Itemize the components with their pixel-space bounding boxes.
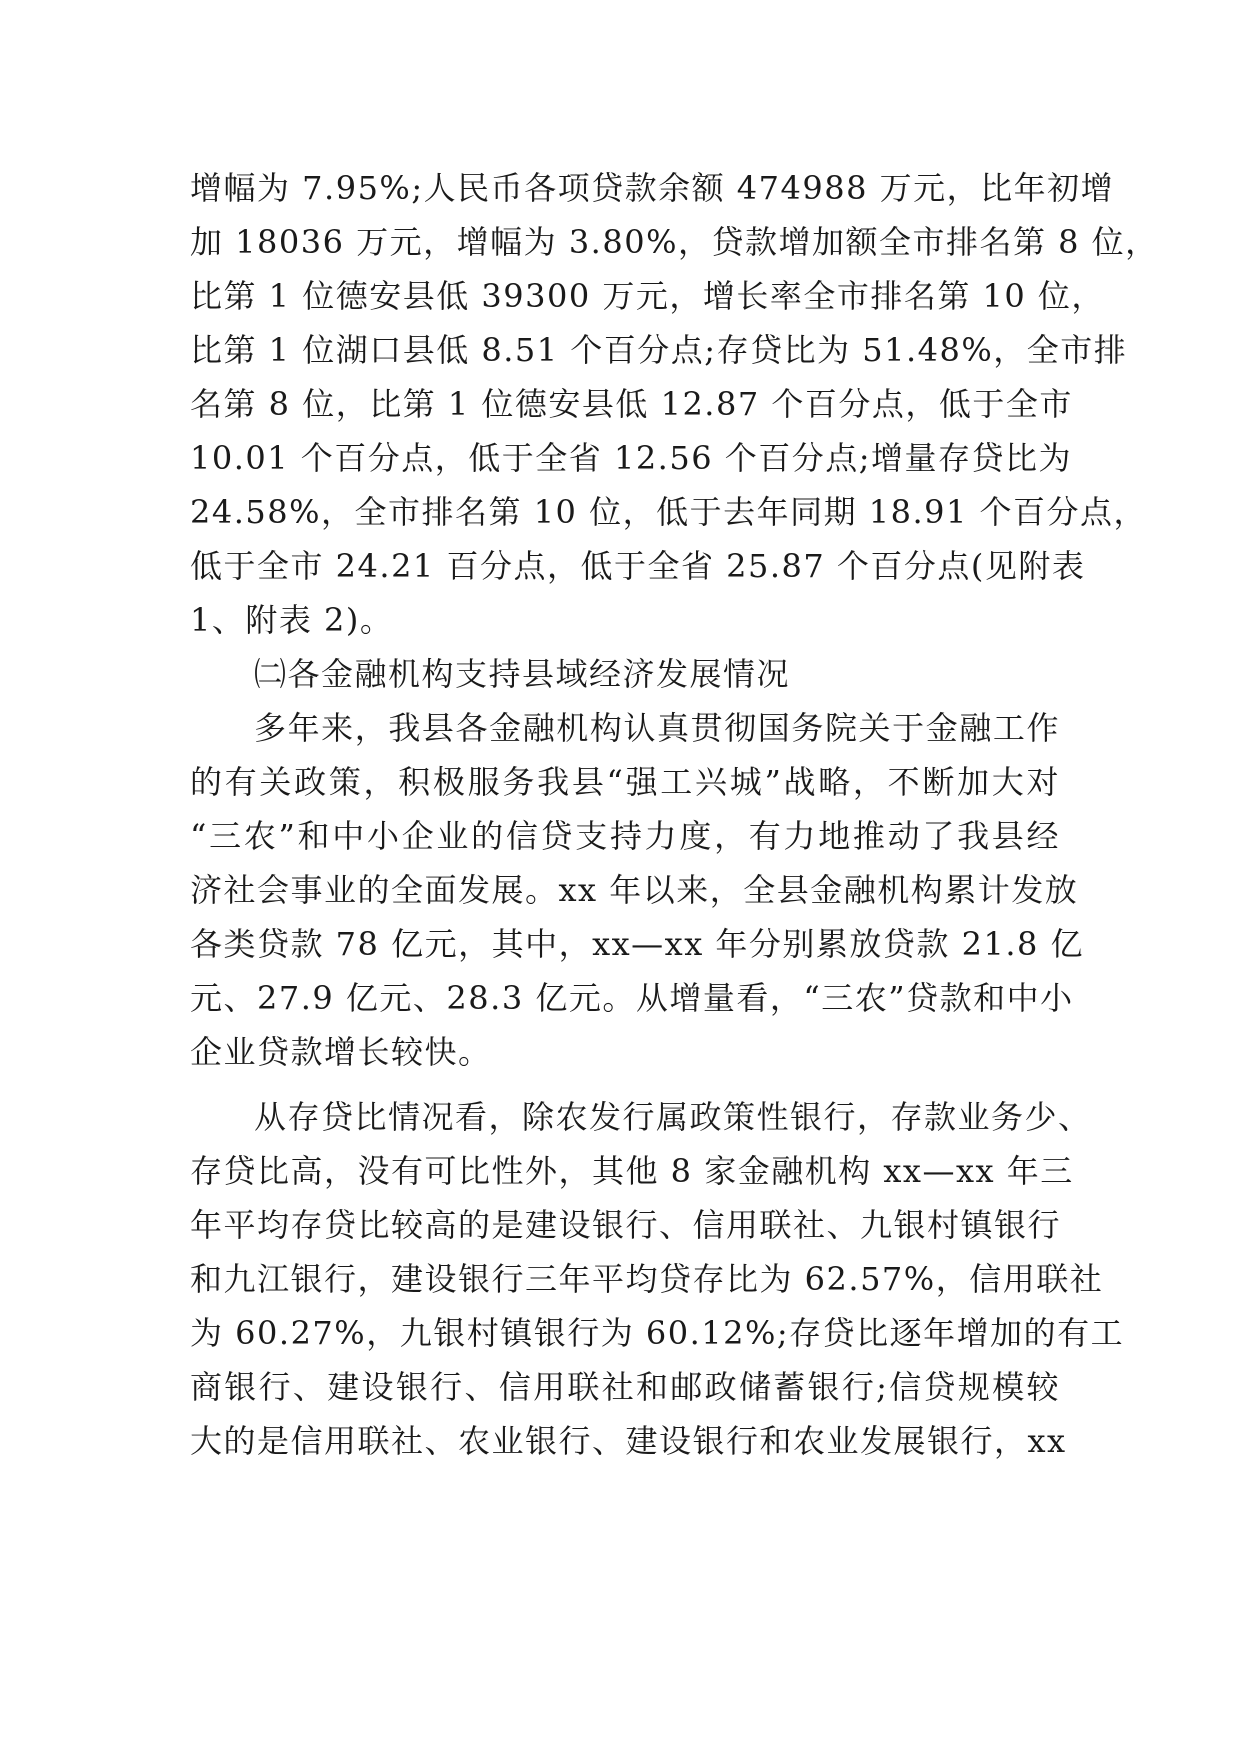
text-line: 为 60.27%，九银村镇银行为 60.12%;存贷比逐年增加的有工 <box>190 1314 1125 1352</box>
text-line: 10.01 个百分点，低于全省 12.56 个百分点;增量存贷比为 <box>190 439 1073 477</box>
text-line: 年平均存贷比较高的是建设银行、信用联社、九银村镇银行 <box>190 1206 1062 1244</box>
text-line: 的有关政策，积极服务我县“强工兴城”战略，不断加大对 <box>190 763 1060 801</box>
text-line: 24.58%，全市排名第 10 位，低于去年同期 18.91 个百分点， <box>190 493 1148 531</box>
text-line: 多年来，我县各金融机构认真贯彻国务院关于金融工作 <box>254 709 1060 747</box>
text-line: 加 18036 万元，增幅为 3.80%，贷款增加额全市排名第 8 位， <box>190 223 1159 261</box>
text-line: 济社会事业的全面发展。xx 年以来，全县金融机构累计发放 <box>190 871 1079 909</box>
text-line: 1、附表 2)。 <box>190 601 394 639</box>
text-line: 和九江银行，建设银行三年平均贷存比为 62.57%，信用联社 <box>190 1260 1104 1298</box>
text-line: 各类贷款 78 亿元，其中，xx—xx 年分别累放贷款 21.8 亿 <box>190 925 1085 963</box>
text-line: 大的是信用联社、农业银行、建设银行和农业发展银行，xx <box>190 1422 1067 1460</box>
text-line: 存贷比高，没有可比性外，其他 8 家金融机构 xx—xx 年三 <box>190 1152 1074 1190</box>
text-line: 企业贷款增长较快。 <box>190 1033 492 1071</box>
text-line: 商银行、建设银行、信用联社和邮政储蓄银行;信贷规模较 <box>190 1368 1060 1406</box>
text-line: 低于全市 24.21 百分点，低于全省 25.87 个百分点(见附表 <box>190 547 1086 585</box>
text-line: “三农”和中小企业的信贷支持力度，有力地推动了我县经 <box>190 817 1060 855</box>
text-line: 名第 8 位，比第 1 位德安县低 12.87 个百分点，低于全市 <box>190 385 1073 423</box>
text-line: 元、27.9 亿元、28.3 亿元。从增量看，“三农”贷款和中小 <box>190 979 1074 1017</box>
text-line: 从存贷比情况看，除农发行属政策性银行，存款业务少、 <box>254 1098 1092 1136</box>
text-line: 比第 1 位德安县低 39300 万元，增长率全市排名第 10 位， <box>190 277 1105 315</box>
text-line: 增幅为 7.95%;人民币各项贷款余额 474988 万元，比年初增 <box>190 169 1115 207</box>
text-line: 比第 1 位湖口县低 8.51 个百分点;存贷比为 51.48%，全市排 <box>190 331 1128 369</box>
section-heading: ㈡各金融机构支持县域经济发展情况 <box>254 655 791 693</box>
